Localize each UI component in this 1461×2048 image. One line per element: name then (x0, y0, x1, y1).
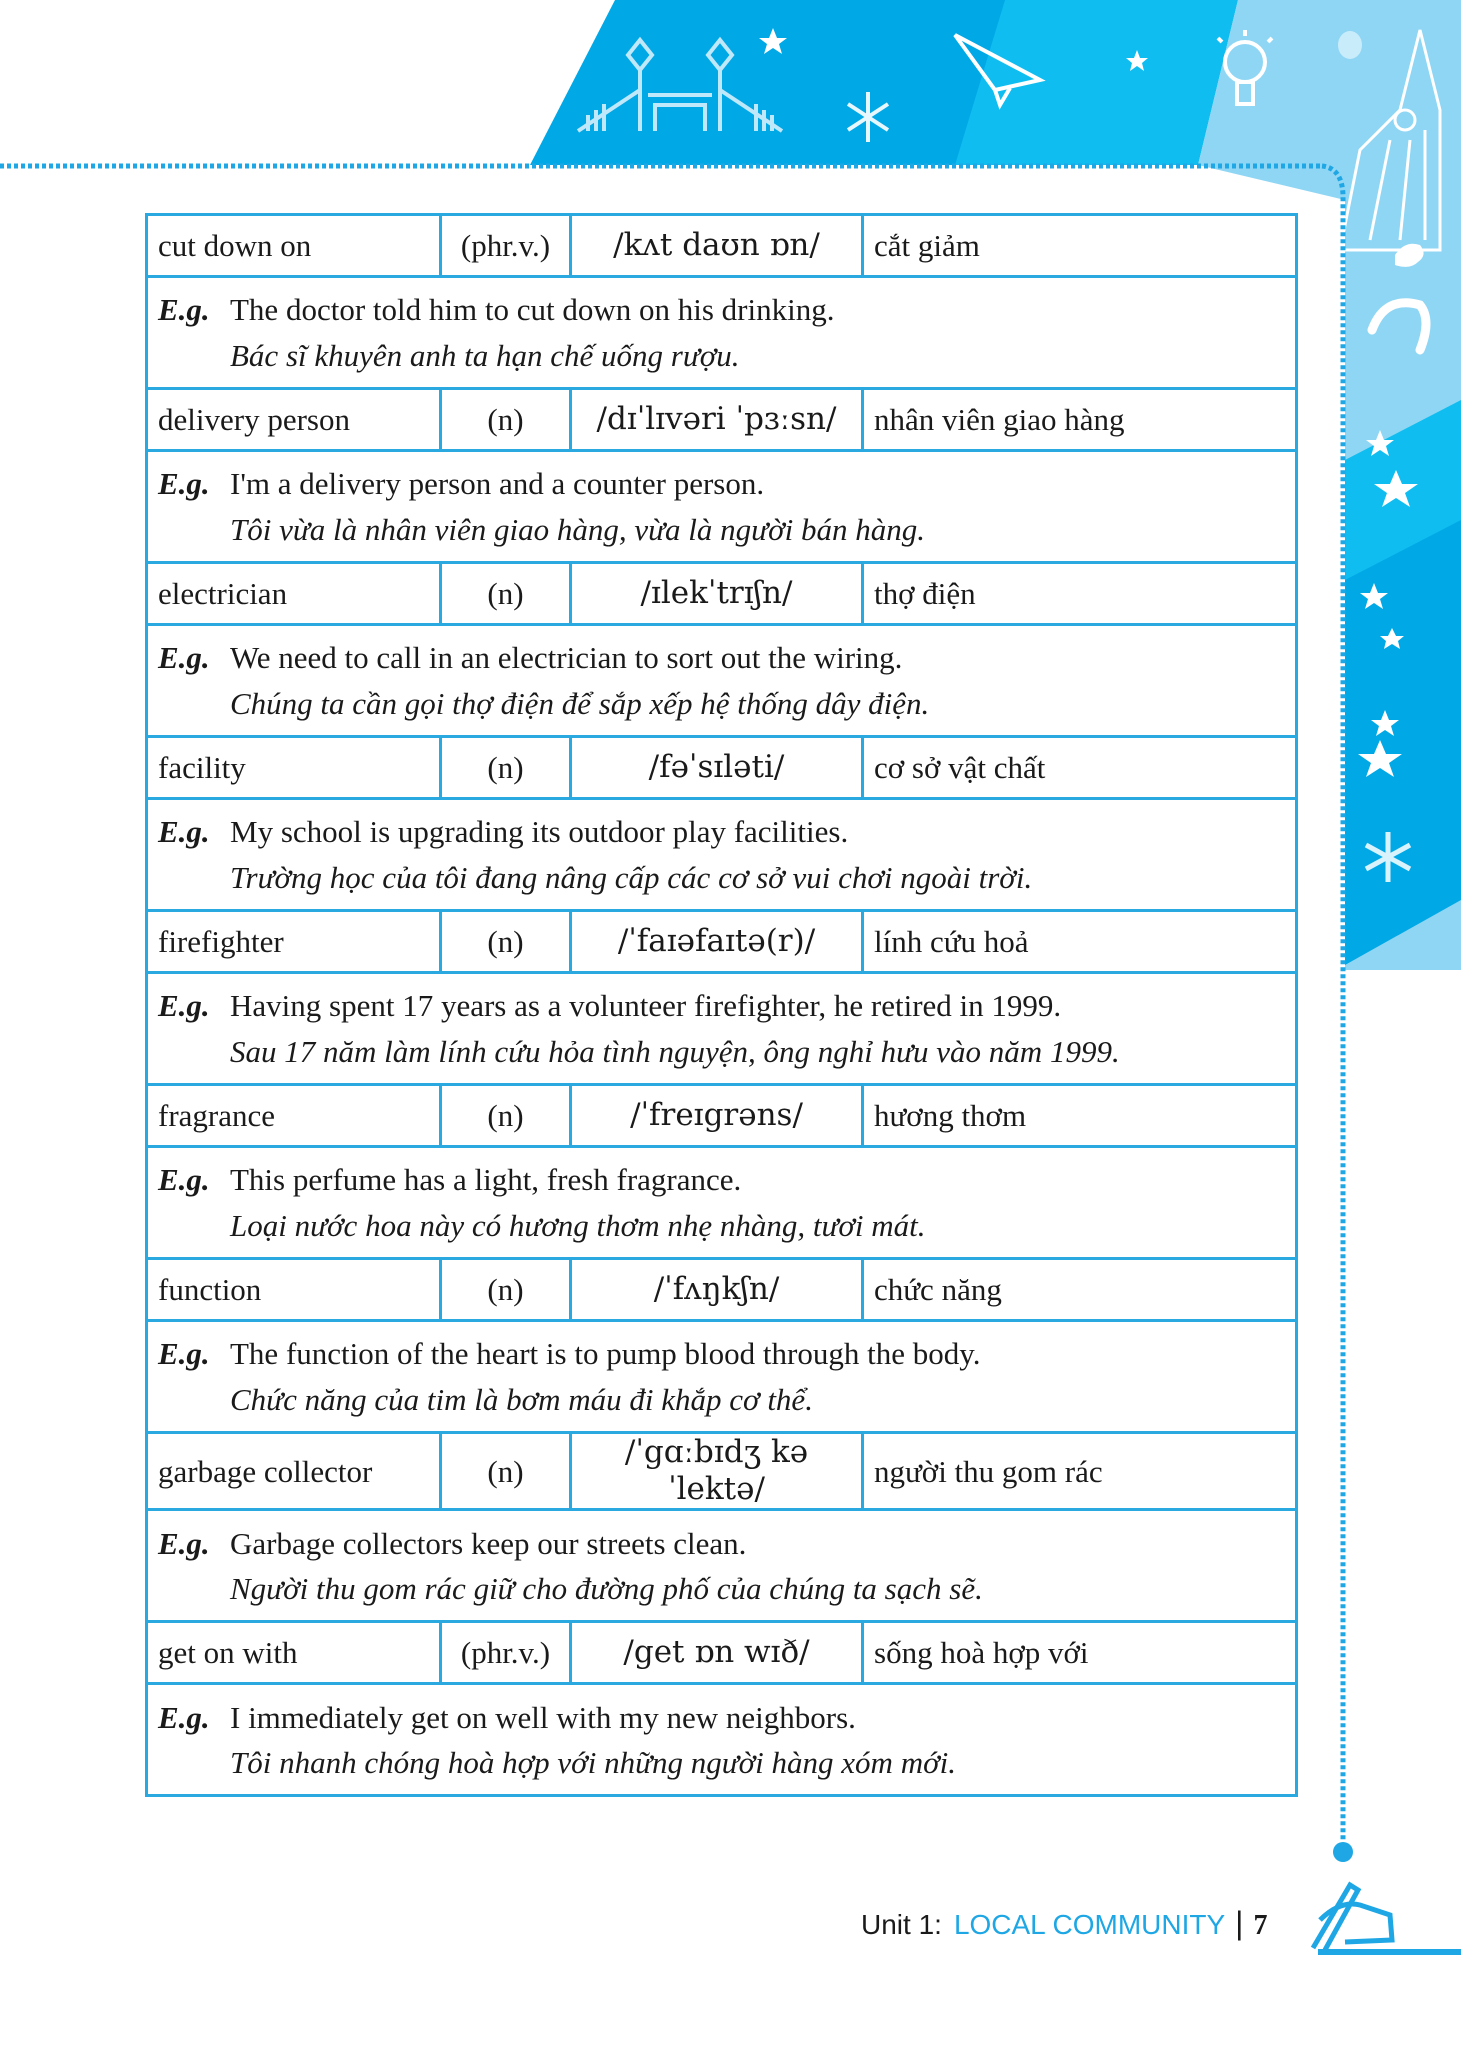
vocab-meaning: người thu gom rác (863, 1433, 1297, 1510)
page-number: 7 (1253, 1910, 1268, 1941)
example-vietnamese: Bác sĩ khuyên anh ta hạn chế uống rượu. (230, 337, 740, 373)
vocab-word: delivery person (147, 389, 441, 451)
vocab-word-row (147, 737, 1297, 799)
vocab-word-row (147, 1622, 1297, 1684)
vocab-part-of-speech: (n) (441, 911, 571, 973)
vocab-meaning: sống hoà hợp với (863, 1622, 1297, 1684)
example-english: The function of the heart is to pump blood through the body. (230, 1336, 981, 1372)
example-label: E.g. (158, 466, 210, 502)
example-label: E.g. (158, 640, 210, 676)
vocab-pronunciation: /ˈfaɪəfaɪtə(r)/ (571, 911, 863, 973)
vocab-word: facility (147, 737, 441, 799)
vocab-word: electrician (147, 563, 441, 625)
frame-dotted-line (1322, 166, 1343, 1840)
vocab-pronunciation: /get ɒn wɪð/ (571, 1622, 863, 1684)
example-vietnamese: Chức năng của tim là bơm máu đi khắp cơ thể. (230, 1381, 813, 1417)
example-label: E.g. (158, 292, 210, 328)
example-label: E.g. (158, 1525, 210, 1561)
vocab-word: fragrance (147, 1085, 441, 1147)
vocab-word: firefighter (147, 911, 441, 973)
vocab-example-row (147, 451, 1297, 563)
example-vietnamese: Trường học của tôi đang nâng cấp các cơ sở vui chơi ngoài trời. (230, 859, 1033, 895)
example-vietnamese: Người thu gom rác giữ cho đường phố của chúng ta sạch sẽ. (230, 1570, 983, 1606)
vocab-meaning: chức năng (863, 1259, 1297, 1321)
vocab-part-of-speech: (n) (441, 1433, 571, 1510)
vocab-word: function (147, 1259, 441, 1321)
vocab-example-cell (147, 799, 1297, 911)
vocab-word-row (147, 1259, 1297, 1321)
vocab-example-cell (147, 625, 1297, 737)
footer-separator: | (1235, 1905, 1244, 1941)
vocab-word: garbage collector (147, 1433, 441, 1510)
example-english: This perfume has a light, fresh fragrance. (230, 1162, 742, 1198)
vocab-example-row (147, 1321, 1297, 1433)
vocab-example-row (147, 1510, 1297, 1622)
vocab-part-of-speech: (phr.v.) (441, 1622, 571, 1684)
example-vietnamese: Sau 17 năm làm lính cứu hỏa tình nguyện, ông nghỉ hưu vào năm 1999. (230, 1033, 1120, 1069)
vocab-meaning: nhân viên giao hàng (863, 389, 1297, 451)
vocab-example-cell (147, 277, 1297, 389)
example-label: E.g. (158, 1162, 210, 1198)
vocab-part-of-speech: (n) (441, 389, 571, 451)
ribbon-band-dark (1345, 520, 1461, 965)
example-english: Garbage collectors keep our streets clean. (230, 1525, 747, 1561)
example-english: I immediately get on well with my new neighbors. (230, 1699, 856, 1735)
example-label: E.g. (158, 988, 210, 1024)
vocab-word-row (147, 1433, 1297, 1510)
vocab-word-row (147, 389, 1297, 451)
example-english: I'm a delivery person and a counter person. (230, 466, 765, 502)
vocab-meaning: hương thơm (863, 1085, 1297, 1147)
vocab-word-row (147, 1085, 1297, 1147)
writing-hand-icon (1313, 1885, 1392, 1950)
vocab-word: get on with (147, 1622, 441, 1684)
vocab-example-cell (147, 1147, 1297, 1259)
vocab-example-row (147, 277, 1297, 389)
footer-unit-label: Unit 1: (861, 1909, 942, 1940)
vocab-example-cell (147, 1684, 1297, 1796)
vocab-pronunciation: /ˈfʌŋkʃn/ (571, 1259, 863, 1321)
vocab-pronunciation: /ˈgɑːbɪdʒ kəˈlektə/ (571, 1433, 863, 1510)
example-vietnamese: Tôi nhanh chóng hoà hợp với những người hàng xóm mới. (230, 1744, 956, 1780)
vocab-example-row (147, 1147, 1297, 1259)
example-english: Having spent 17 years as a volunteer firefighter, he retired in 1999. (230, 988, 1062, 1024)
vocab-pronunciation: /ɪlekˈtrɪʃn/ (571, 563, 863, 625)
vocab-part-of-speech: (n) (441, 1085, 571, 1147)
example-label: E.g. (158, 814, 210, 850)
footer-unit-title: LOCAL COMMUNITY (953, 1909, 1226, 1940)
vocab-part-of-speech: (phr.v.) (441, 215, 571, 277)
example-english: We need to call in an electrician to sort out the wiring. (230, 640, 903, 676)
vocab-example-cell (147, 973, 1297, 1085)
vocabulary-table (145, 213, 1298, 1797)
example-english: The doctor told him to cut down on his drinking. (230, 292, 835, 328)
vocab-example-cell (147, 451, 1297, 563)
vocab-pronunciation: /kʌt daʊn ɒn/ (571, 215, 863, 277)
vocab-example-row (147, 973, 1297, 1085)
vocab-example-cell (147, 1321, 1297, 1433)
example-english: My school is upgrading its outdoor play facilities. (230, 814, 849, 850)
vocab-meaning: lính cứu hoả (863, 911, 1297, 973)
frame-end-dot (1333, 1842, 1353, 1862)
vocab-part-of-speech: (n) (441, 563, 571, 625)
vocab-meaning: cắt giảm (863, 215, 1297, 277)
page-footer (861, 1905, 1267, 1942)
example-label: E.g. (158, 1699, 210, 1735)
example-vietnamese: Loại nước hoa này có hương thơm nhẹ nhàng, tươi mát. (230, 1207, 926, 1243)
vocab-part-of-speech: (n) (441, 1259, 571, 1321)
vocab-pronunciation: /dɪˈlɪvəri ˈpɜːsn/ (571, 389, 863, 451)
vocab-meaning: thợ điện (863, 563, 1297, 625)
vocab-meaning: cơ sở vật chất (863, 737, 1297, 799)
vocab-example-row (147, 625, 1297, 737)
vocab-word: cut down on (147, 215, 441, 277)
cloud-icon (1338, 31, 1362, 59)
vocab-example-cell (147, 1510, 1297, 1622)
example-label: E.g. (158, 1336, 210, 1372)
vocab-word-row (147, 911, 1297, 973)
vocab-example-row (147, 1684, 1297, 1796)
vocab-word-row (147, 563, 1297, 625)
vocab-example-row (147, 799, 1297, 911)
vocab-pronunciation: /fəˈsɪləti/ (571, 737, 863, 799)
vocab-pronunciation: /ˈfreɪgrəns/ (571, 1085, 863, 1147)
example-vietnamese: Chúng ta cần gọi thợ điện để sắp xếp hệ thống dây điện. (230, 685, 930, 721)
example-vietnamese: Tôi vừa là nhân viên giao hàng, vừa là người bán hàng. (230, 511, 925, 547)
vocab-word-row (147, 215, 1297, 277)
vocab-part-of-speech: (n) (441, 737, 571, 799)
